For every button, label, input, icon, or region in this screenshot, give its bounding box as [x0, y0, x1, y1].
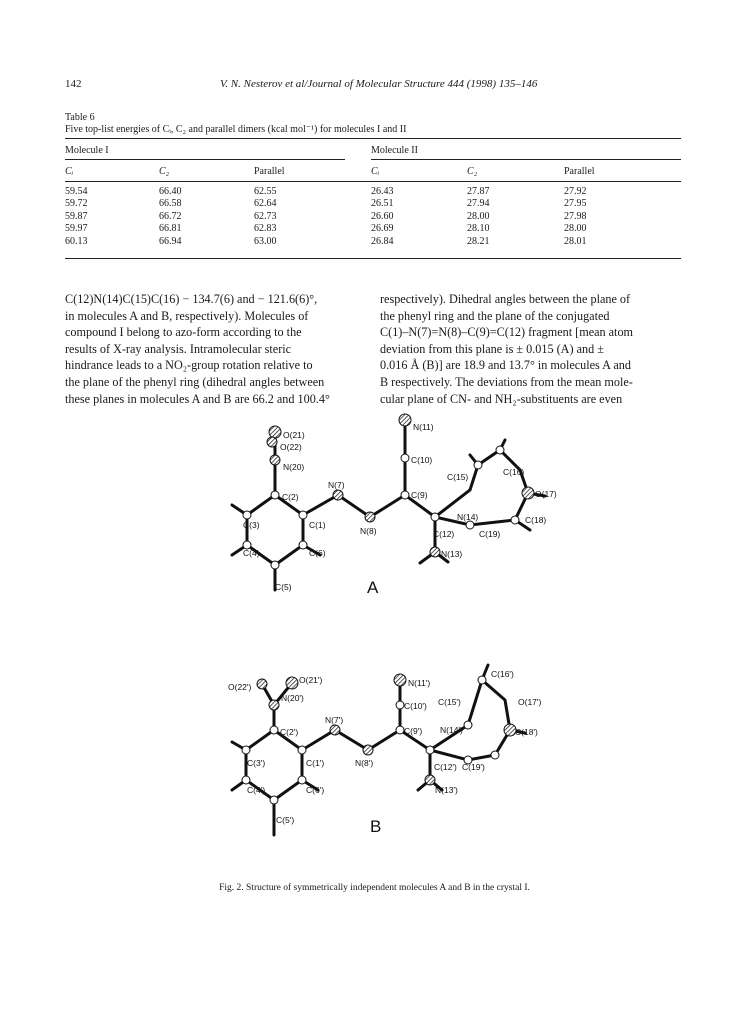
table-cell: 59.72 — [65, 198, 88, 210]
table-cell: 59.97 — [65, 223, 88, 235]
atom-label: O(22) — [280, 442, 302, 452]
table-cell: 27.94 — [467, 198, 490, 210]
atom-label: O(17) — [535, 489, 557, 499]
atom-label: C(2') — [280, 727, 299, 737]
column-header: Cᵢ — [65, 166, 74, 177]
text-line: C(1)–N(7)=N(8)–C(9)=C(12) fragment [mean atom — [380, 325, 634, 340]
column-header: Parallel — [564, 166, 595, 177]
running-head: V. N. Nesterov et al/Journal of Molecular Structure 444 (1998) 135–146 — [220, 78, 538, 90]
atom-label: C(18') — [515, 727, 538, 737]
table-cell: 28.21 — [467, 235, 490, 247]
column-header: Cᵢ — [371, 166, 380, 177]
atom-label: C(1) — [309, 520, 326, 530]
atom-label: C(16) — [503, 467, 525, 477]
table-cell: 27.92 — [564, 186, 587, 197]
table-cell: 26.84 — [371, 235, 394, 247]
text-line: results of X-ray analysis. Intramolecular steric — [65, 341, 292, 356]
atom-label: C(16') — [491, 669, 514, 679]
text-line: C(12)N(14)C(15)C(16) − 134.7(6) and − 121.6(6)°, — [65, 292, 318, 306]
text-line: in molecules A and B, respectively). Molecules of — [65, 308, 309, 323]
atom-label: N(14) — [457, 512, 479, 522]
column-header: C₂ — [159, 166, 170, 177]
table-cell: 66.81 — [159, 223, 182, 235]
atom-label: O(21') — [299, 675, 323, 685]
text-line: 0.016 Å (B)] are 18.9 and 13.7° in molecules A and — [380, 358, 631, 373]
atom-label: N(14') — [440, 725, 463, 735]
table-cell: 26.51 — [371, 198, 394, 210]
atom-label: C(2) — [282, 492, 299, 502]
text-line: deviation from this plane is ± 0.015 (A) and ± — [380, 341, 604, 356]
table-cell: 62.73 — [254, 210, 277, 222]
column-header: Parallel — [254, 166, 285, 177]
atom-label: C(5') — [276, 815, 295, 825]
group-header-molecule-1: Molecule I — [65, 145, 109, 156]
atom-label: N(11) — [413, 422, 434, 432]
atom-label: C(12) — [433, 529, 455, 539]
table-cell: 59.87 — [65, 210, 88, 222]
atom-label: C(15') — [438, 697, 461, 707]
table-cell: 66.94 — [159, 235, 182, 247]
atom-label: C(15) — [447, 472, 469, 482]
table-caption: Five top-list energies of Cᵢ, C₂ and parallel dimers (kcal mol⁻¹) for molecules I and II — [65, 124, 407, 135]
text-line: respectively). Dihedral angles between the plane of — [380, 292, 631, 306]
table-cell: 26.69 — [371, 223, 394, 235]
table-cell: 27.98 — [564, 210, 587, 222]
atom-label: N(13) — [441, 549, 463, 559]
molecule-a-labels — [243, 422, 557, 597]
text-line: the phenyl ring and the plane of the conjugated — [380, 308, 610, 323]
atom-label: C(4') — [247, 785, 266, 795]
text-line: these planes in molecules A and B are 66.2 and 100.4° — [65, 391, 330, 406]
text-line: hindrance leads to a NO₂-group rotation relative to — [65, 358, 313, 373]
molecule-label-a: A — [367, 578, 379, 597]
table-cell: 28.00 — [564, 223, 587, 235]
atom-label: N(7) — [328, 480, 345, 490]
table-cell: 28.10 — [467, 223, 490, 235]
atom-label: C(4) — [243, 548, 260, 558]
atom-label: C(5) — [275, 582, 292, 592]
table-cell: 62.83 — [254, 223, 277, 235]
atom-label: N(20') — [281, 693, 304, 703]
text-line: the plane of the phenyl ring (dihedral angles between — [65, 374, 325, 389]
atom-label: N(8') — [355, 758, 374, 768]
atom-label: O(22') — [228, 682, 252, 692]
table-cell: 66.58 — [159, 198, 182, 210]
atom-label: C(3') — [247, 758, 266, 768]
table-cell: 26.43 — [371, 186, 394, 197]
atom-label: C(19) — [479, 529, 501, 539]
page-number: 142 — [65, 78, 82, 90]
atom-label: N(7') — [325, 715, 344, 725]
atom-label: N(11') — [408, 678, 431, 688]
table-cell: 60.13 — [65, 235, 88, 247]
column-header: C₂ — [467, 166, 478, 177]
table-cell: 62.64 — [254, 198, 277, 210]
table-cell: 59.54 — [65, 186, 88, 197]
atom-label: C(19') — [462, 762, 485, 772]
atom-label: O(21) — [283, 430, 305, 440]
text-line: B respectively. The deviations from the mean mole- — [380, 374, 633, 389]
atom-label: N(13') — [435, 785, 458, 795]
atom-label: C(6') — [306, 785, 325, 795]
molecule-b — [232, 665, 525, 835]
atom-label: C(1') — [306, 758, 325, 768]
atom-label: C(6) — [309, 548, 326, 558]
table-label: Table 6 — [65, 112, 95, 123]
atom-label: C(10) — [411, 455, 433, 465]
text-line: compound I belong to azo-form according to the — [65, 325, 302, 340]
atom-label: C(12') — [434, 762, 457, 772]
atom-label: C(10') — [404, 701, 427, 711]
atom-label: C(9) — [411, 490, 428, 500]
group-header-molecule-2: Molecule II — [371, 145, 418, 156]
atom-label: N(20) — [283, 462, 305, 472]
atom-label: N(8) — [360, 526, 377, 536]
atom-label: C(18) — [525, 515, 547, 525]
table-cell: 26.60 — [371, 210, 394, 222]
table-cell: 66.72 — [159, 210, 182, 222]
molecule-label-b: B — [370, 817, 382, 836]
table-cell: 28.00 — [467, 210, 490, 222]
table-cell: 63.00 — [254, 235, 277, 247]
text-line: cular plane of CN- and NH₂-substituents are even — [380, 391, 623, 406]
table-cell: 66.40 — [159, 186, 182, 197]
table-cell: 62.55 — [254, 186, 277, 197]
atom-label: O(17') — [518, 697, 542, 707]
table-cell: 27.87 — [467, 186, 490, 197]
atom-label: C(3) — [243, 520, 260, 530]
table-cell: 27.95 — [564, 198, 587, 210]
atom-label: C(9') — [404, 726, 423, 736]
table-cell: 28.01 — [564, 235, 587, 247]
figure-caption: Fig. 2. Structure of symmetrically independent molecules A and B in the crystal I. — [219, 883, 530, 893]
